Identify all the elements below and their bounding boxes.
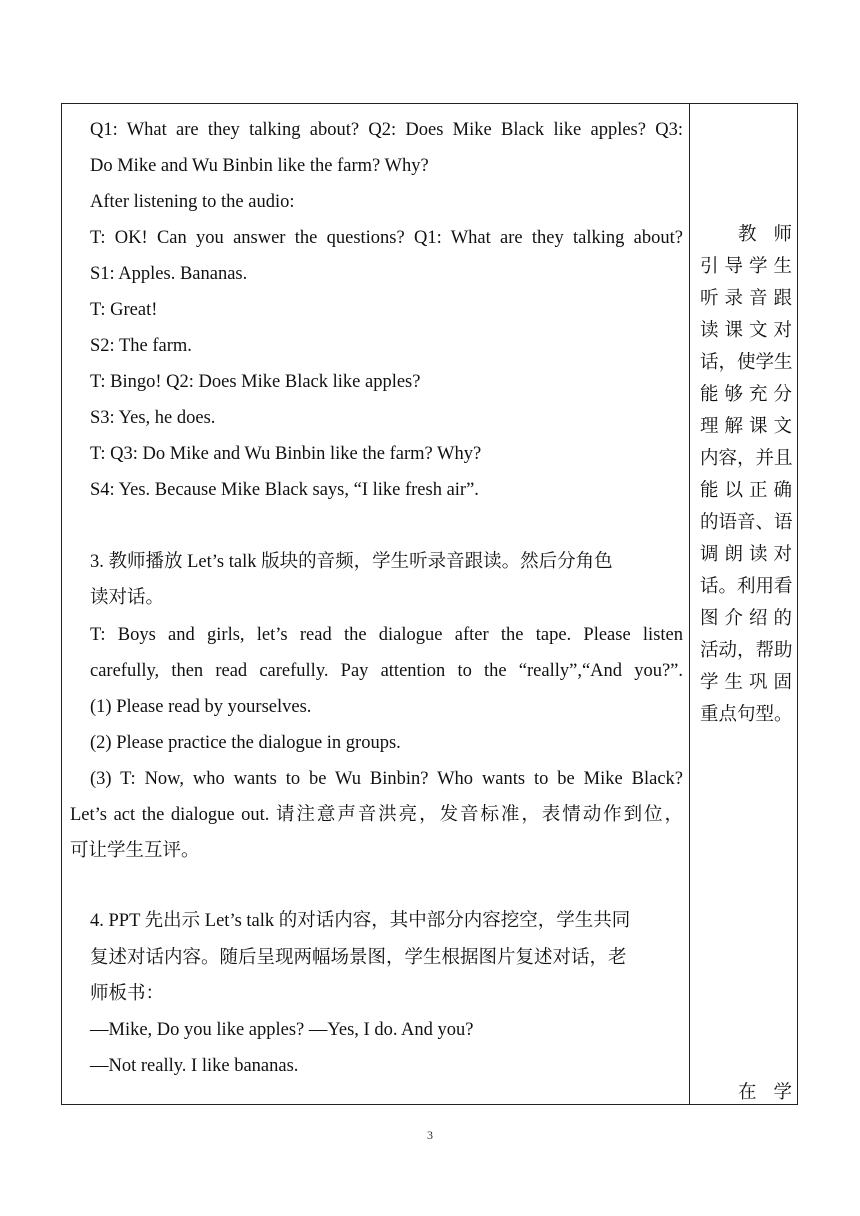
text-line: T: Q3: Do Mike and Wu Binbin like the farm? Why?	[90, 444, 482, 464]
lesson-table	[61, 103, 798, 1105]
text-line: (3) T: Now, who wants to be Wu Binbin? Who wants to be Mike Black?	[90, 769, 683, 789]
text-line: S1: Apples. Bananas.	[90, 264, 248, 284]
side-line: 活动，帮助	[700, 641, 793, 661]
text-line: T: OK! Can you answer the questions? Q1: What are they talking about?	[90, 228, 683, 248]
page-number: 3	[427, 1128, 433, 1142]
text-line: 师板书：	[90, 984, 165, 1004]
text-line: Q1: What are they talking about? Q2: Does Mike Black like apples? Q3:	[90, 120, 683, 140]
text-line: S3: Yes, he does.	[90, 408, 216, 428]
text-line: Do Mike and Wu Binbin like the farm? Why?	[90, 156, 429, 176]
text-line: S2: The farm.	[90, 336, 192, 356]
text-line: —Not really. I like bananas.	[90, 1056, 299, 1076]
side-line: 话，使学生	[700, 353, 793, 373]
text-line: T: Boys and girls, let’s read the dialogue after the tape. Please listen	[90, 625, 683, 645]
side-line: 能够充分	[700, 385, 792, 405]
step-3-heading: 3. 教师播放 Let’s talk 版块的音频，学生听录音跟读。然后分角色	[90, 552, 613, 572]
text-line: After listening to the audio:	[90, 192, 295, 212]
side-line: 内容，并且	[700, 449, 793, 469]
design-intent-column	[690, 104, 798, 1104]
text-line: carefully, then read carefully. Pay attention to the “really”,“And you?”.	[90, 661, 683, 681]
text-line: 复述对话内容。随后呈现两幅场景图，学生根据图片复述对话，老	[90, 948, 627, 968]
text-line: (1) Please read by yourselves.	[90, 697, 312, 717]
side-line: 图介绍的	[700, 609, 792, 629]
step-4-heading: 4. PPT 先出示 Let’s talk 的对话内容，其中部分内容挖空，学生共同	[90, 911, 631, 931]
text-line: Let’s act the dialogue out. 请注意声音洪亮，发音标准，表情动作到位，	[70, 805, 683, 825]
side-line: 理解课文	[700, 417, 792, 437]
text-line: —Mike, Do you like apples? —Yes, I do. And you?	[90, 1020, 474, 1040]
text-line: T: Bingo! Q2: Does Mike Black like apples?	[90, 372, 421, 392]
side-line: 听录音跟	[700, 289, 792, 309]
side-line: 学生巩固	[700, 673, 792, 693]
side-line: 读课文对	[700, 321, 792, 341]
side-line: 话。利用看	[700, 577, 793, 597]
side-line: 教师	[738, 225, 792, 245]
text-line: S4: Yes. Because Mike Black says, “I like fresh air”.	[90, 480, 479, 500]
side-line: 重点句型。	[700, 705, 793, 725]
text-line: (2) Please practice the dialogue in groups.	[90, 733, 401, 753]
side-line: 的语音、语	[700, 513, 793, 533]
procedure-column	[62, 104, 689, 1104]
side-line: 调朗读对	[700, 545, 792, 565]
side-line: 能以正确	[700, 481, 792, 501]
text-line: 读对话。	[90, 588, 165, 608]
text-line: 可让学生互评。	[70, 841, 200, 861]
text-line: T: Great!	[90, 300, 158, 320]
side-line: 引导学生	[700, 257, 792, 277]
side-line: 在学	[738, 1083, 792, 1103]
